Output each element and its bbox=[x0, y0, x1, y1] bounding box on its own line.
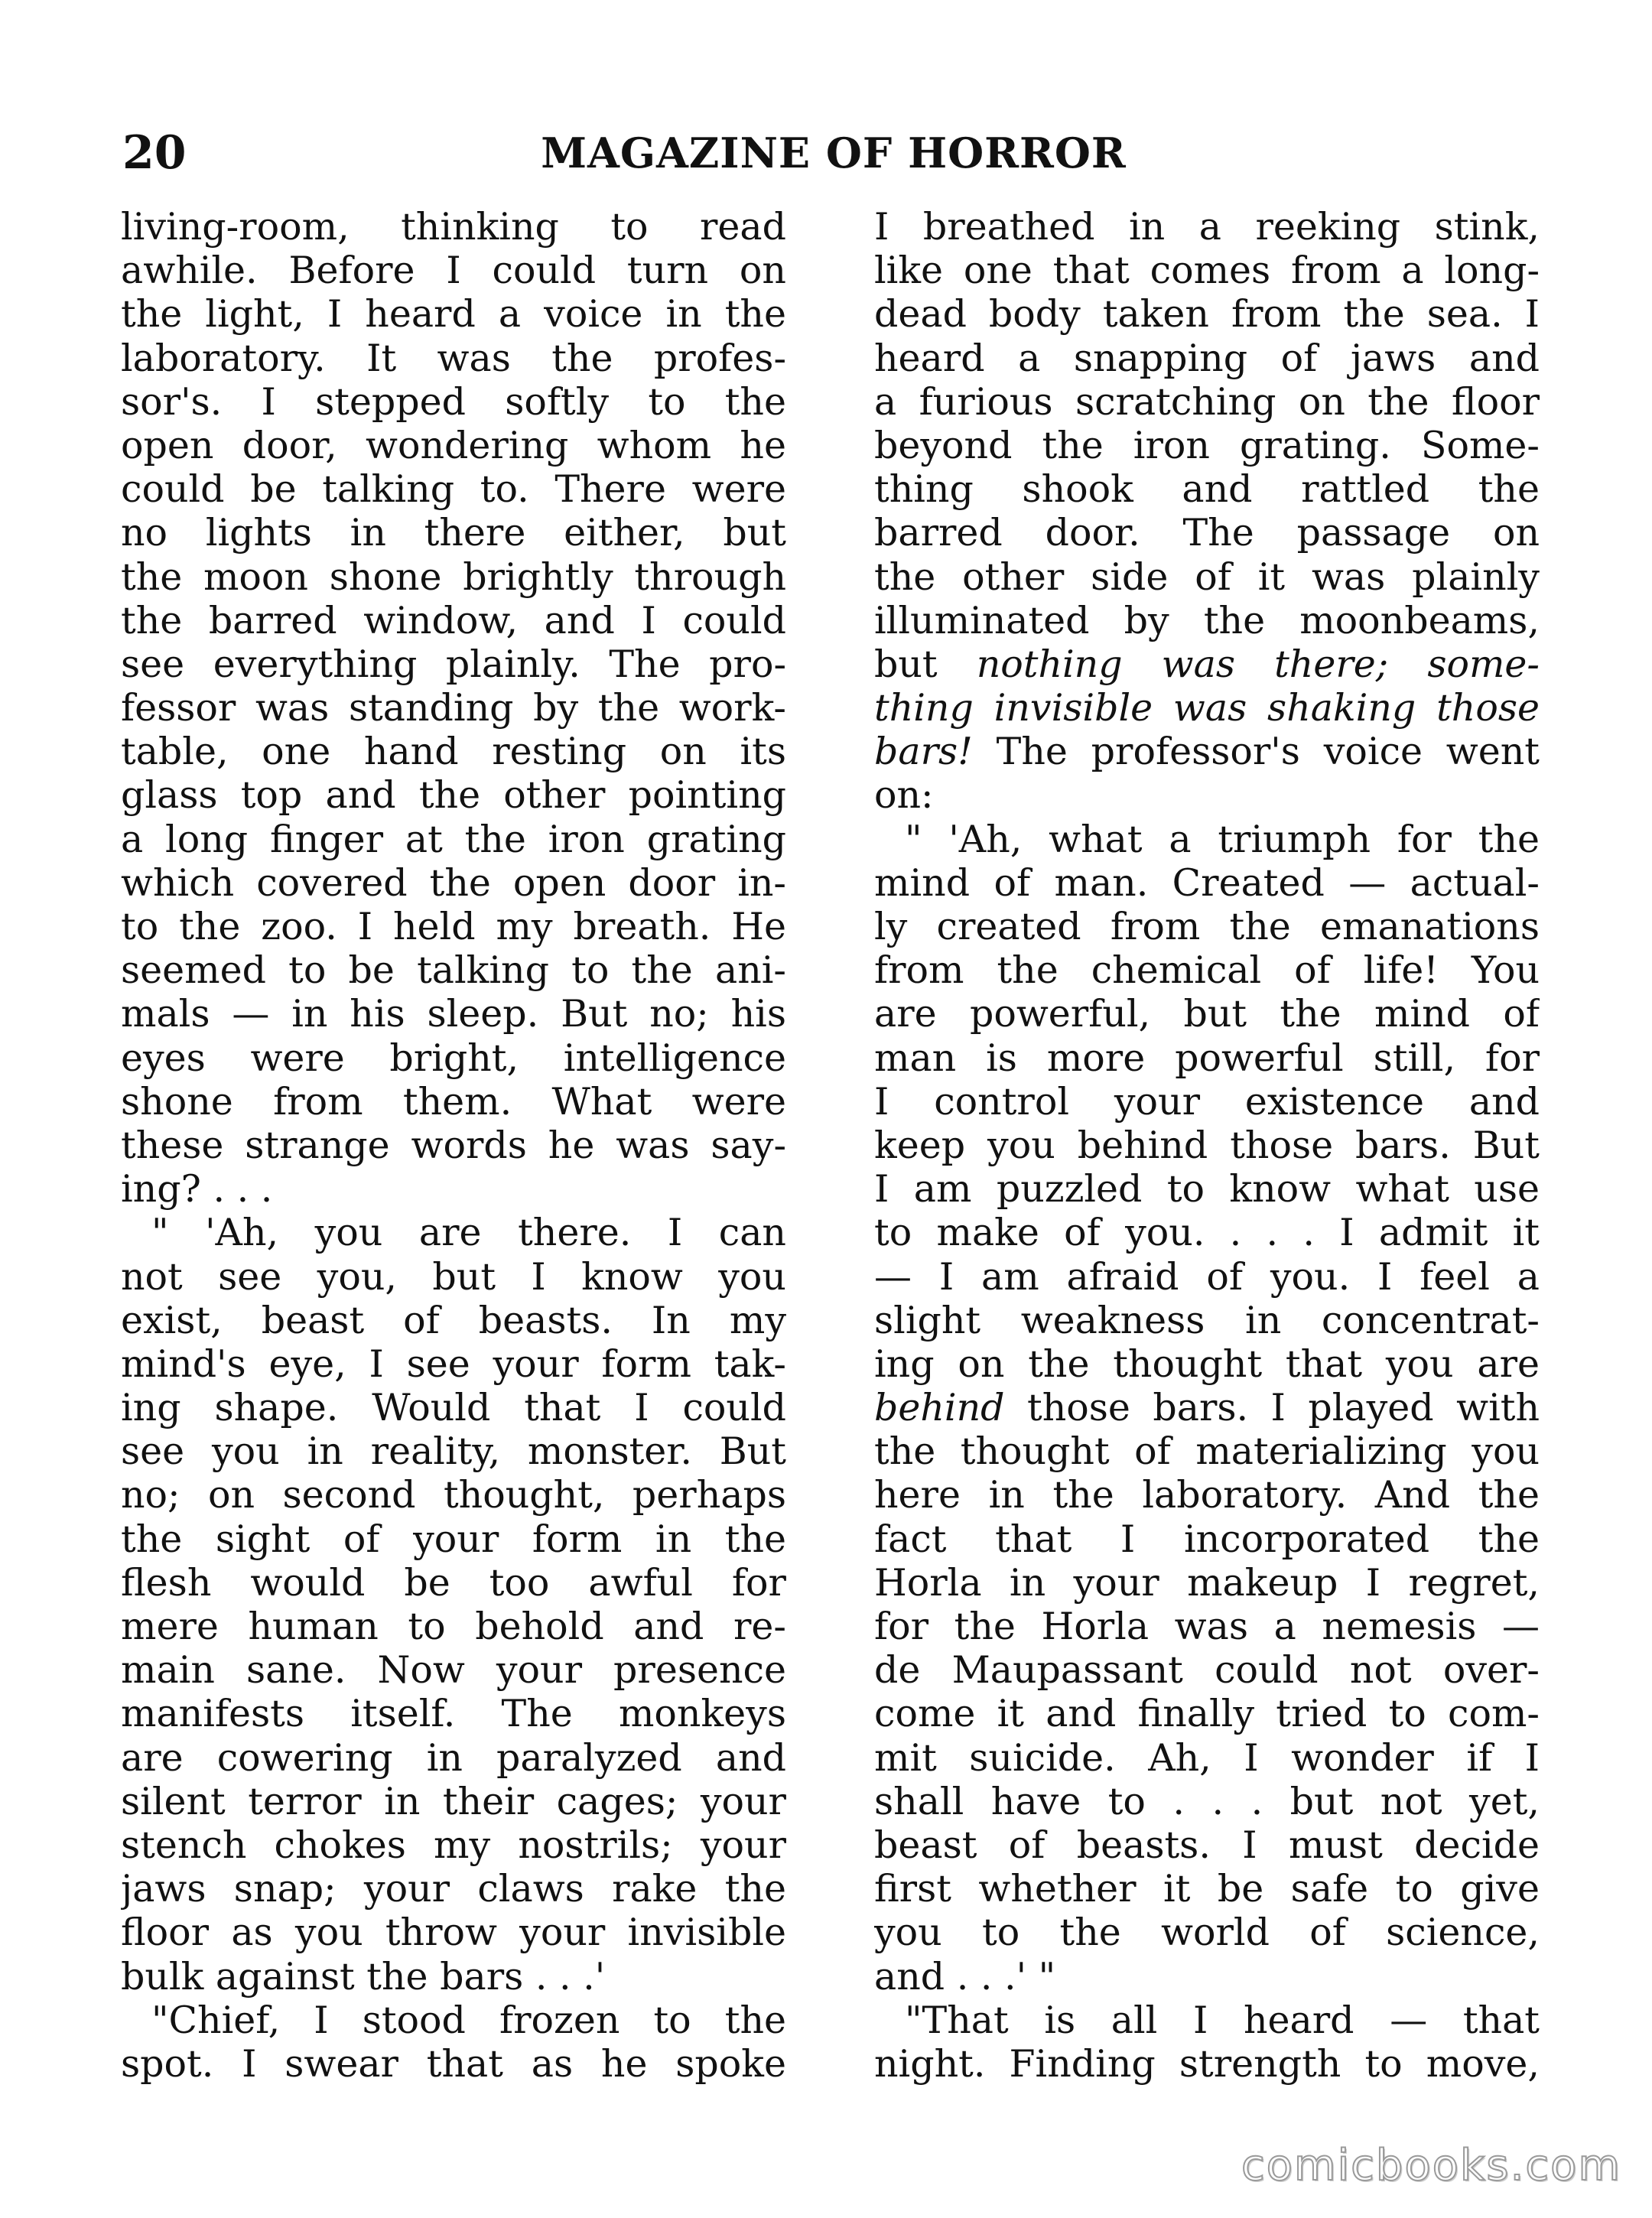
text-line: manifests itself. The monkeys bbox=[121, 1692, 786, 1736]
text-line: shone from them. What were bbox=[121, 1079, 786, 1124]
text-line: jaws snap; your claws rake the bbox=[121, 1867, 786, 1911]
text-line: "That is all I heard — that bbox=[905, 1998, 1540, 2042]
left-column bbox=[121, 205, 786, 2086]
text-line: on: bbox=[874, 773, 934, 818]
text-line: bulk against the bars . . .' bbox=[121, 1954, 606, 1998]
text-line bbox=[874, 730, 1540, 773]
text-line: could be talking to. There were bbox=[121, 467, 786, 512]
text-line: come it and finally tried to com- bbox=[874, 1692, 1540, 1736]
text-line: dead body taken from the sea. I bbox=[874, 292, 1540, 337]
right-column bbox=[874, 205, 1540, 2086]
text-line: to make of you. . . . I admit it bbox=[874, 1211, 1540, 1255]
running-head: MAGAZINE OF HORROR bbox=[541, 128, 1127, 177]
text-line: exist, beast of beasts. In my bbox=[121, 1298, 786, 1342]
text-line: are cowering in paralyzed and bbox=[121, 1735, 786, 1780]
text-line: laboratory. It was the profes- bbox=[121, 336, 786, 380]
italic-text: behind bbox=[874, 1386, 1005, 1430]
text-line: I breathed in a reeking stink, bbox=[874, 205, 1540, 249]
text-line: mere human to behold and re- bbox=[121, 1605, 786, 1648]
text-line: beyond the iron grating. Some- bbox=[874, 423, 1540, 467]
text-line: a long finger at the iron grating bbox=[121, 817, 786, 861]
text-line: heard a snapping of jaws and bbox=[874, 336, 1540, 380]
text-line: open door, wondering whom he bbox=[121, 423, 786, 467]
text-line: "Chief, I stood frozen to the bbox=[151, 1998, 786, 2042]
text-line: barred door. The passage on bbox=[874, 511, 1540, 555]
text-line: de Maupassant could not over- bbox=[874, 1648, 1540, 1693]
text-line bbox=[874, 1386, 1540, 1429]
text-line bbox=[874, 642, 1540, 686]
text-line: the light, I heard a voice in the bbox=[121, 292, 786, 337]
text-line: mals — in his sleep. But no; his bbox=[121, 992, 786, 1036]
text-line: keep you behind those bars. But bbox=[874, 1123, 1540, 1167]
text-line: a furious scratching on the floor bbox=[874, 379, 1540, 424]
page-header bbox=[122, 122, 1545, 184]
text-line: fessor was standing by the work- bbox=[121, 686, 786, 730]
text-run: those bars. I played with bbox=[1004, 1386, 1540, 1430]
text-line: illuminated by the moonbeams, bbox=[874, 598, 1540, 642]
text-line: the barred window, and I could bbox=[121, 598, 786, 642]
text-line: first whether it be safe to give bbox=[874, 1867, 1540, 1911]
text-line: floor as you throw your invisible bbox=[121, 1911, 786, 1955]
italic-text: nothing was there; some- bbox=[976, 642, 1540, 686]
text-line: " 'Ah, what a triumph for the bbox=[905, 817, 1540, 861]
text-line: stench chokes my nostrils; your bbox=[121, 1823, 786, 1867]
text-line: the other side of it was plainly bbox=[874, 554, 1540, 599]
text-line: no; on second thought, perhaps bbox=[121, 1473, 786, 1517]
text-line: to the zoo. I held my breath. He bbox=[121, 905, 786, 948]
text-line: Horla in your makeup I regret, bbox=[874, 1560, 1540, 1605]
text-line: seemed to be talking to the ani- bbox=[121, 948, 786, 993]
text-line: see you in reality, monster. But bbox=[121, 1429, 786, 1474]
text-line: the sight of your form in the bbox=[121, 1517, 786, 1561]
text-line: fact that I incorporated the bbox=[874, 1517, 1540, 1561]
text-line: for the Horla was a nemesis — bbox=[874, 1605, 1540, 1648]
italic-text: bars! bbox=[874, 730, 973, 774]
text-line: like one that comes from a long- bbox=[874, 249, 1540, 293]
text-line: ly created from the emanations bbox=[874, 905, 1540, 948]
text-line: " 'Ah, you are there. I can bbox=[151, 1211, 786, 1255]
text-line: and . . .' " bbox=[874, 1954, 1056, 1998]
text-line: table, one hand resting on its bbox=[121, 730, 786, 774]
text-line: ing? . . . bbox=[121, 1167, 273, 1211]
text-line: — I am afraid of you. I feel a bbox=[874, 1254, 1540, 1299]
text-line: mind of man. Created — actual- bbox=[874, 860, 1540, 905]
text-line: eyes were bright, intelligence bbox=[121, 1036, 786, 1080]
text-line: sor's. I stepped softly to the bbox=[121, 379, 786, 424]
text-line: slight weakness in concentrat- bbox=[874, 1298, 1540, 1342]
text-line: the moon shone brightly through bbox=[121, 554, 786, 599]
text-line: glass top and the other pointing bbox=[121, 773, 786, 818]
italic-text: thing invisible was shaking those bbox=[874, 686, 1540, 730]
text-line: these strange words he was say- bbox=[121, 1123, 786, 1167]
text-line: mit suicide. Ah, I wonder if I bbox=[874, 1735, 1540, 1780]
text-run: but bbox=[874, 642, 977, 686]
text-line: are powerful, but the mind of bbox=[874, 992, 1540, 1036]
text-line: living-room, thinking to read bbox=[121, 205, 786, 249]
text-line: thing shook and rattled the bbox=[874, 467, 1540, 512]
page-number: 20 bbox=[122, 126, 187, 180]
text-run: The professor's voice went bbox=[972, 730, 1540, 774]
text-line: you to the world of science, bbox=[874, 1911, 1540, 1955]
text-line: main sane. Now your presence bbox=[121, 1648, 786, 1693]
text-line: awhile. Before I could turn on bbox=[121, 249, 786, 293]
text-line: night. Finding strength to move, bbox=[874, 2041, 1540, 2086]
text-line: man is more powerful still, for bbox=[874, 1036, 1540, 1080]
text-line: from the chemical of life! You bbox=[874, 948, 1540, 993]
text-line: beast of beasts. I must decide bbox=[874, 1823, 1540, 1867]
text-line: no lights in there either, but bbox=[121, 511, 786, 555]
text-line: here in the laboratory. And the bbox=[874, 1473, 1540, 1517]
text-line: ing shape. Would that I could bbox=[121, 1386, 786, 1430]
text-line: spot. I swear that as he spoke bbox=[121, 2041, 786, 2086]
text-line: silent terror in their cages; your bbox=[121, 1779, 786, 1823]
text-line: which covered the open door in- bbox=[121, 860, 786, 905]
text-line: the thought of materializing you bbox=[874, 1429, 1540, 1474]
text-line: I control your existence and bbox=[874, 1079, 1540, 1124]
text-line: I am puzzled to know what use bbox=[874, 1167, 1540, 1211]
text-line: ing on the thought that you are bbox=[874, 1342, 1540, 1386]
text-line: mind's eye, I see your form tak- bbox=[121, 1342, 786, 1386]
text-line: see everything plainly. The pro- bbox=[121, 642, 786, 686]
watermark: comicbooks.com bbox=[1241, 2141, 1621, 2190]
text-line bbox=[874, 686, 1540, 730]
text-line: shall have to . . . but not yet, bbox=[874, 1779, 1540, 1823]
text-line: flesh would be too awful for bbox=[121, 1560, 786, 1605]
text-line: not see you, but I know you bbox=[121, 1254, 786, 1299]
